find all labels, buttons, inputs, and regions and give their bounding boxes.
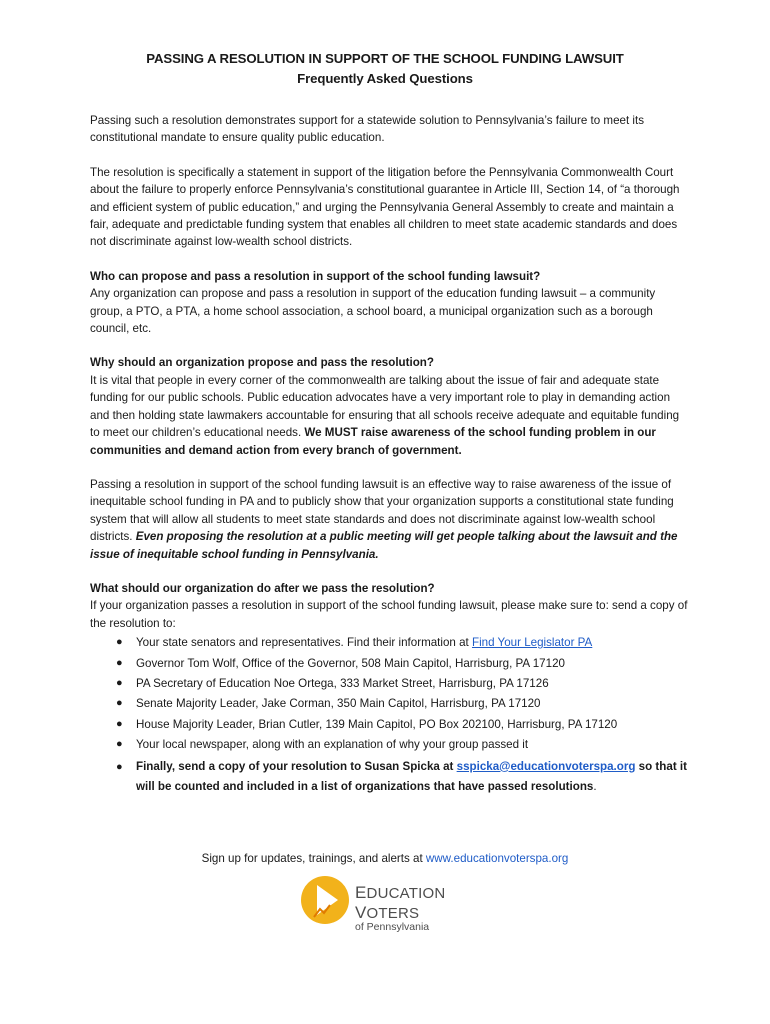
faq3-intro: If your organization passes a resolution in support of the school funding lawsuit, please make sure to: send a copy of the resolution to: — [90, 599, 688, 630]
faq2-paragraph-2 — [90, 476, 690, 563]
logo-letter: E — [355, 883, 367, 902]
faq1-question: Who can propose and pass a resolution in support of the school funding lawsuit? — [90, 269, 541, 283]
list-item — [90, 695, 690, 712]
faq1-answer: Any organization can propose and pass a resolution in support of the education funding lawsuit – a community group, a PTO, a PTA, a home school association, a school board, a municipal organization such as a borough council, etc. — [90, 287, 656, 336]
email-link[interactable]: sspicka@educationvoterspa.org — [456, 759, 636, 773]
faq2-answer-emphasis: We MUST raise awareness of the school funding problem in our communities and demand action from every branch of government. — [90, 426, 656, 457]
list-item — [90, 675, 690, 692]
list-item-text-cont: so that it will be counted and included in a list of organizations that have passed resolutions — [136, 759, 687, 793]
bullet-icon: ● — [116, 676, 123, 689]
list-item-text: Senate Majority Leader, Jake Corman, 350 Main Capitol, Harrisburg, PA 17120 — [136, 697, 541, 711]
bullet-icon: ● — [116, 717, 123, 730]
faq3-question: What should our organization do after we pass the resolution? — [90, 581, 435, 595]
bullet-icon: ● — [116, 738, 123, 751]
logo-word: DUCATION — [366, 885, 446, 902]
list-item — [90, 736, 690, 753]
list-item-text: House Majority Leader, Brian Cutler, 139 Main Capitol, PO Box 202100, Harrisburg, PA 17120 — [136, 717, 618, 731]
list-item-text: PA Secretary of Education Noe Ortega, 333 Market Street, Harrisburg, PA 17126 — [136, 676, 549, 690]
logo-letter: V — [355, 903, 367, 922]
education-voters-logo — [300, 871, 500, 931]
list-item — [90, 634, 690, 651]
play-logo-icon — [300, 871, 350, 929]
signup-line — [0, 852, 770, 865]
logo-word: OTERS — [366, 905, 420, 922]
signup-text: Sign up for updates, trainings, and alerts at — [201, 852, 426, 865]
intro-paragraph-2: The resolution is specifically a statement in support of the litigation before the Pennsylvania Commonwealth Court about the failure to properly enforce Pennsylvania’s constitutional guarantee in Article III, Section 14, of “a thorough and efficient system of public education,” and urging the Pennsylvania General Assembly to create and maintain a fair, adequate and predictable funding system that enables all children to meet state academic standards and does not discriminate against low-wealth school districts. — [90, 165, 680, 249]
list-item — [90, 716, 690, 733]
faq2-p2-emphasis: Even proposing the resolution at a public meeting will get people talking about the lawsuit and the issue of inequitable school funding in Pennsylvania. — [90, 530, 678, 561]
bullet-icon: ● — [116, 656, 123, 669]
document-title: PASSING A RESOLUTION IN SUPPORT OF THE SCHOOL FUNDING LAWSUIT — [146, 51, 624, 66]
list-item-text: Your local newspaper, along with an explanation of why your group passed it — [136, 738, 529, 752]
document-body — [90, 112, 690, 800]
list-item-text: Your state senators and representatives. Find their information at — [136, 636, 472, 650]
list-item — [90, 655, 690, 672]
find-legislator-link[interactable]: Find Your Legislator PA — [471, 636, 593, 650]
website-link[interactable]: www.educationvoterspa.org — [425, 852, 569, 865]
recipient-list — [90, 634, 690, 796]
faq2-answer — [90, 372, 690, 459]
bullet-icon: ● — [116, 760, 123, 773]
intro-paragraph-1: Passing such a resolution demonstrates support for a statewide solution to Pennsylvania’s failure to meet its constitutional mandate to ensure quality public education. — [90, 114, 645, 145]
bullet-icon: ● — [116, 697, 123, 710]
logo-subtitle: of Pennsylvania — [355, 921, 430, 933]
document-subtitle: Frequently Asked Questions — [297, 71, 473, 86]
faq2-answer-text: It is vital that people in every corner of the commonwealth are talking about the issue of fair and adequate state funding for our public schools. Public education advocates have a very important role to play in demanding action and then holding state lawmakers accountable for ensuring that all schools receive adequate and equitable funding to meet our children’s educational needs. — [90, 373, 680, 440]
bullet-icon: ● — [116, 636, 123, 649]
list-item — [90, 757, 690, 797]
faq2-question: Why should an organization propose and pass the resolution? — [90, 356, 434, 370]
list-item-period: . — [593, 779, 597, 793]
logo-wordmark — [355, 883, 500, 933]
faq2-p2-text: Passing a resolution in support of the school funding lawsuit is an effective way to raise awareness of the issue of inequitable school funding in PA and to publicly show that your organization supports a constitutional state funding system that will allow all students to meet state standards and does not discriminate against low-wealth school districts. — [90, 477, 674, 544]
list-item-text: Finally, send a copy of your resolution to Susan Spicka at — [136, 759, 457, 773]
list-item-text: Governor Tom Wolf, Office of the Governor, 508 Main Capitol, Harrisburg, PA 17120 — [136, 656, 565, 670]
